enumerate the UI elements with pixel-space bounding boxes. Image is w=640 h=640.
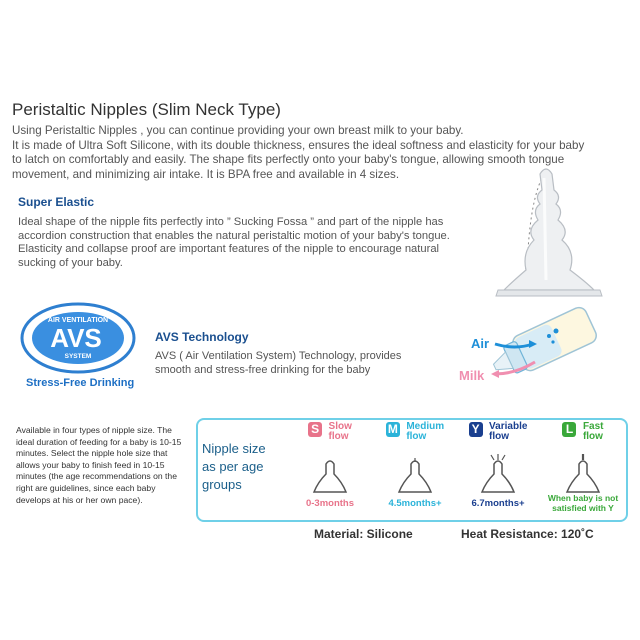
stress-free-caption: Stress-Free Drinking: [26, 377, 135, 389]
intro-line: Using Peristaltic Nipples , you can continue providing your own breast milk to your baby.: [12, 124, 464, 137]
avs-line: smooth and stress-free drinking for the baby: [155, 363, 371, 376]
material-label: Material: Silicone: [314, 527, 413, 541]
page-title: Peristaltic Nipples (Slim Neck Type): [12, 100, 281, 119]
size-badge-s: S: [308, 422, 322, 437]
avs-technology-title: AVS Technology: [155, 330, 249, 344]
avs-technology-text: [155, 350, 425, 377]
flow-label: [583, 422, 604, 442]
avs-logo-top-text: AIR VENTILATION: [47, 317, 109, 324]
age-label-line: When baby is not: [547, 493, 619, 503]
air-label: Air: [471, 336, 490, 351]
avs-logo-tm: TM: [120, 324, 128, 330]
milk-label: Milk: [459, 368, 485, 383]
nipple-column-medium: [375, 422, 455, 516]
nipple-column-variable: [458, 422, 538, 516]
super-elastic-line: Ideal shape of the nipple fits perfectly into ” Sucking Fossa ” and part of the nipple has: [18, 216, 444, 228]
flow-label-line: flow: [328, 431, 349, 442]
avs-logo: [16, 300, 146, 376]
avs-logo-big-text: AVS: [50, 323, 102, 353]
nipple-size-row-label: [202, 440, 266, 494]
intro-line: movement, and minimizing air intake. It is BPA free and available in 4 sizes.: [12, 167, 400, 181]
flow-label: [406, 422, 444, 442]
nipple-icon: [480, 452, 516, 496]
age-label: [375, 498, 455, 509]
age-label: [290, 498, 370, 509]
super-elastic-text: [18, 216, 458, 270]
nipple-column-slow: [290, 422, 370, 516]
avs-line: AVS ( Air Ventilation System) Technology, provides: [155, 350, 402, 362]
nipple-size-note: Available in four types of nipple size. The ideal duration of feeding for a baby is 10-15 minutes. Select the nipple hole size that allows your baby to finish feed in 10-15 minutes (the age recommendations on the right are guidelines, since each baby develops at his or her own pace).: [16, 425, 182, 505]
size-badge-m: M: [387, 422, 398, 436]
nipple-icon: [397, 458, 433, 496]
row-label-line: as per age: [202, 459, 264, 474]
intro-line: to latch on comfortably and easily. The shape fits perfectly onto your baby's tongue, allowing smooth tongue: [12, 153, 565, 166]
flow-label: [329, 422, 352, 442]
super-elastic-line: sucking of your baby.: [18, 256, 123, 269]
age-label-line: 6.7months+: [471, 498, 525, 509]
avs-logo-bottom-text: SYSTEM: [64, 353, 92, 360]
flow-label: [489, 422, 527, 442]
super-elastic-line: accordion construction that enables the natural peristaltic motion of your baby's tongue.: [18, 229, 450, 242]
flow-label-line: flow: [406, 431, 427, 442]
flow-label-line: flow: [582, 431, 603, 442]
nipple-column-fast: [543, 422, 623, 516]
age-label: [543, 494, 623, 513]
age-label-line: satisfied with Y: [552, 502, 614, 513]
super-elastic-line: Elasticity and collapse proof are important features of the nipple to encourage natural: [18, 243, 440, 256]
flow-label-line: Medium: [406, 421, 445, 432]
row-label-line: groups: [202, 477, 242, 492]
super-elastic-title: Super Elastic: [18, 195, 95, 209]
nipple-illustration: [490, 160, 610, 310]
intro-line: It is made of Ultra Soft Silicone, with its double thickness, ensures the ideal softness and elasticity for your baby: [12, 138, 585, 152]
age-label-line: 0-3months: [305, 498, 355, 509]
row-label-line: Nipple size: [202, 441, 266, 456]
flow-label-line: Variable: [489, 421, 528, 432]
flow-label-line: flow: [489, 431, 510, 442]
nipple-icon: [565, 452, 601, 496]
age-label-line: 4.5months+: [388, 498, 442, 509]
size-badge-y: Y: [469, 422, 483, 437]
heat-resistance-label: Heat Resistance: 120˚C: [461, 527, 594, 541]
nipple-icon: [312, 458, 348, 496]
age-label: [458, 498, 538, 509]
flow-label-line: Fast: [582, 421, 604, 432]
bottle-airflow-diagram: [455, 300, 605, 390]
flow-label-line: Slow: [328, 421, 352, 432]
size-badge-l: L: [562, 422, 576, 437]
